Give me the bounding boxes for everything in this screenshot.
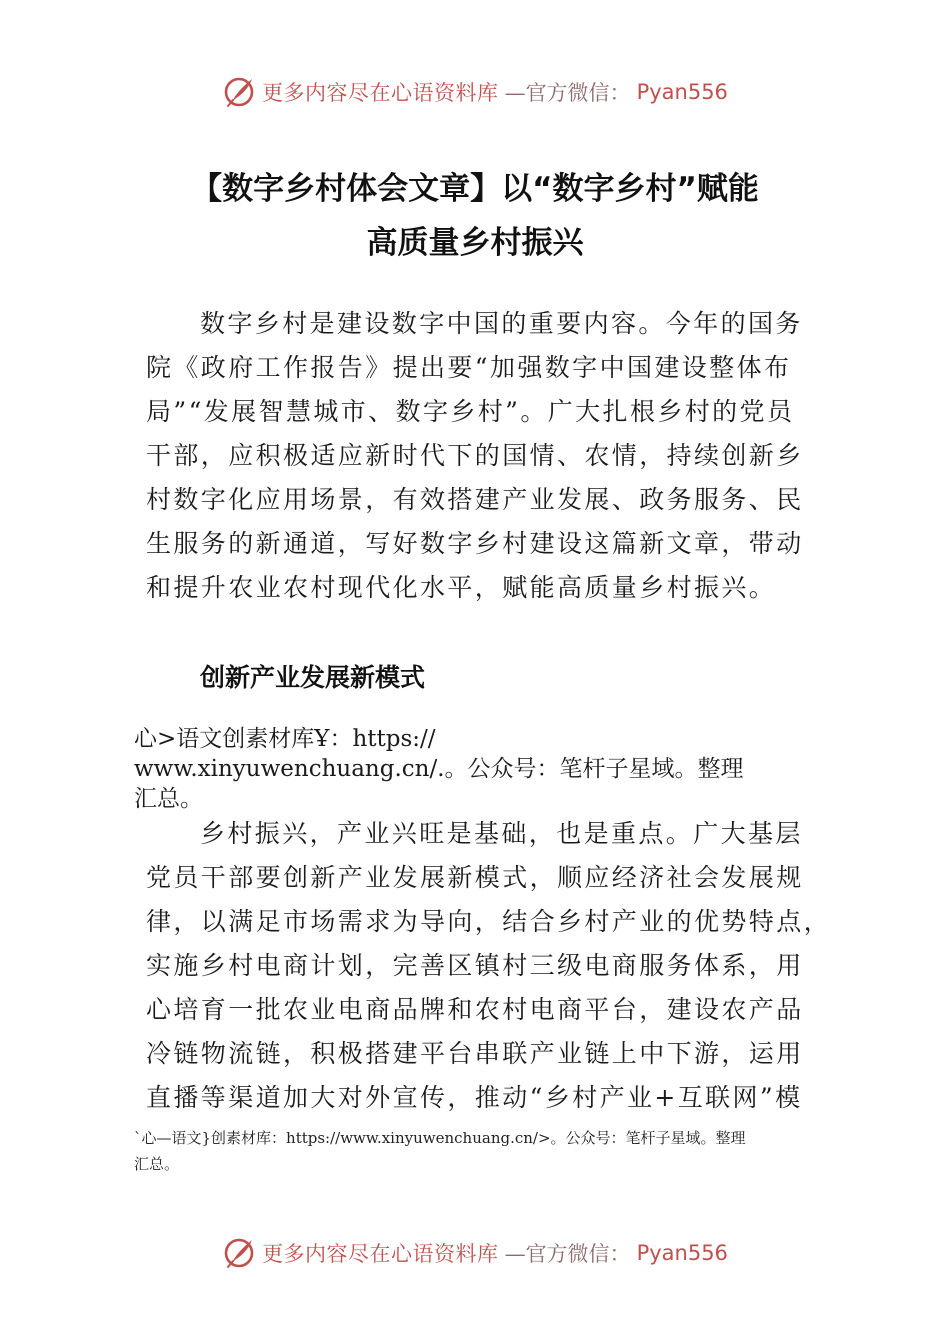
footnote-line: `心—语文}创素材库：https://www.xinyuwenchuang.cn/>。公众号：笔杆子星域。整理 (134, 1129, 746, 1147)
banner-main-text: 更多内容尽在心语资料库 (262, 1242, 499, 1266)
paragraph-industry (146, 812, 832, 1120)
text-line: 村数字化应用场景，有效搭建产业发展、政务服务、民 (146, 485, 804, 514)
text-line: 实施乡村电商计划，完善区镇村三级电商服务体系，用 (146, 951, 804, 980)
footer-banner (0, 1233, 950, 1273)
text-line: 乡村振兴，产业兴旺是基础，也是重点。广大基层 (200, 819, 803, 848)
text-line: 干部，应积极适应新时代下的国情、农情，持续创新乡 (146, 441, 804, 470)
source-note (134, 724, 824, 814)
header-banner (0, 72, 950, 112)
text-line: 生服务的新通道，写好数字乡村建设这篇新文章，带动 (146, 529, 804, 558)
text-line: 冷链物流链，积极搭建平台串联产业链上中下游，运用 (146, 1039, 804, 1068)
text-line: 和提升农业农村现代化水平，赋能高质量乡村振兴。 (146, 573, 777, 602)
text-line: 直播等渠道加大对外宣传，推动“乡村产业+互联网”模 (146, 1083, 803, 1112)
banner-wechat-id: Pyan556 (636, 80, 728, 104)
banner-sub-text: —官方微信： (504, 81, 631, 105)
text-line: 党员干部要创新产业发展新模式，顺应经济社会发展规 (146, 863, 804, 892)
quill-logo-icon (222, 1236, 256, 1270)
note-line: 心>语文创素材库Ұ：https:// (134, 726, 436, 752)
paragraph-intro (146, 302, 806, 610)
document-title (120, 162, 830, 270)
note-line: www.xinyuwenchuang.cn/.。公众号：笔杆子星域。整理 (134, 756, 744, 782)
note-line: 汇总。 (134, 786, 203, 812)
title-line: 高质量乡村振兴 (366, 225, 584, 261)
banner-sub-text: —官方微信： (504, 1242, 631, 1266)
section-heading: 创新产业发展新模式 (200, 663, 426, 692)
text-line: 数字乡村是建设数字中国的重要内容。今年的国务 (200, 309, 803, 338)
text-line: 心培育一批农业电商品牌和农村电商平台，建设农产品 (146, 995, 804, 1024)
text-line: 局”“发展智慧城市、数字乡村”。广大扎根乡村的党员 (146, 397, 795, 426)
quill-logo-icon (222, 75, 256, 109)
text-line: 律，以满足市场需求为导向，结合乡村产业的优势特点， (146, 907, 832, 936)
banner-main-text: 更多内容尽在心语资料库 (262, 81, 499, 105)
footnote-line: 汇总。 (134, 1155, 180, 1173)
banner-wechat-id: Pyan556 (636, 1241, 728, 1265)
footnote (134, 1125, 824, 1177)
text-line: 院《政府工作报告》提出要“加强数字中国建设整体布 (146, 353, 792, 382)
title-line: 【数字乡村体会文章】以“数字乡村”赋能 (191, 171, 759, 207)
